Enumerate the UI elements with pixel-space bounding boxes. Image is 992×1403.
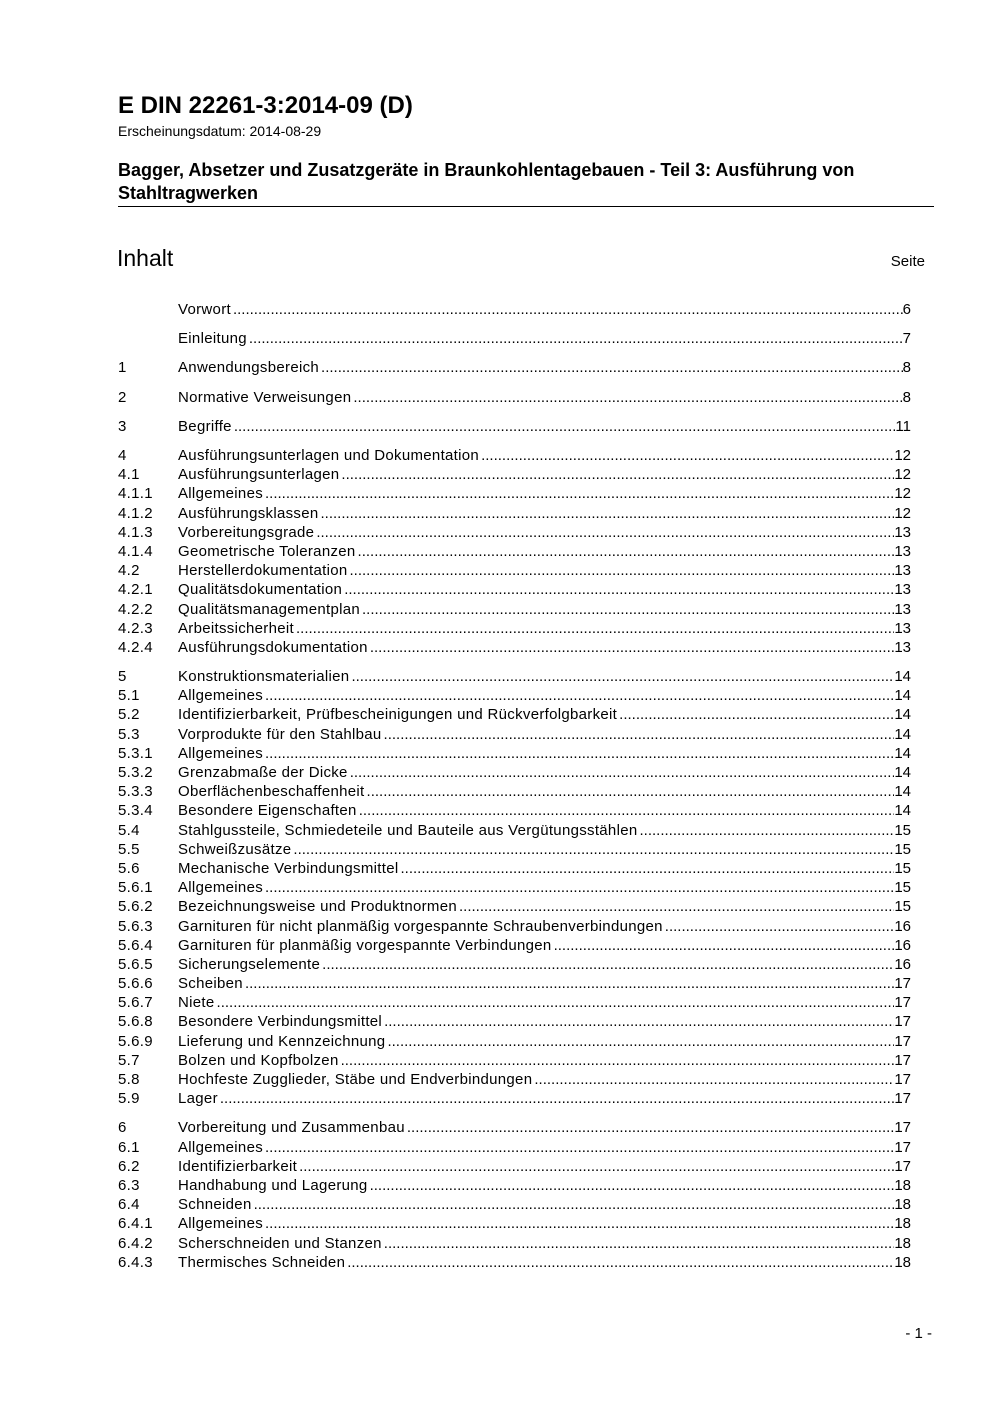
toc-entry-title: Vorbereitungsgrade [178, 523, 315, 541]
toc-entry-title: Garnituren für planmäßig vorgespannte Verbindungen [178, 936, 552, 954]
toc-entry[interactable] [118, 1012, 911, 1031]
toc-dot-leader [407, 1119, 894, 1136]
toc-dot-leader [534, 1071, 894, 1088]
toc-dot-leader [370, 1177, 895, 1194]
toc-entry[interactable] [118, 821, 911, 840]
toc-dot-leader [384, 726, 895, 743]
toc-entry-title: Grenzabmaße der Dicke [178, 764, 348, 782]
toc-dot-leader [254, 1196, 895, 1213]
toc-dot-leader [344, 581, 894, 598]
toc-dot-leader [665, 918, 895, 935]
toc-entry[interactable] [118, 1157, 911, 1176]
page-number: - 1 - [905, 1325, 932, 1342]
toc-entry[interactable] [118, 859, 911, 878]
toc-entry-page: 13 [894, 523, 911, 541]
toc-entry-title: Qualitätsmanagementplan [178, 600, 361, 618]
toc-entry-number: 5.3.3 [118, 783, 153, 801]
toc-dot-leader [265, 687, 894, 704]
toc-entry-title: Allgemeines [178, 744, 264, 762]
toc-entry-number: 1 [118, 359, 127, 377]
toc-entry-number: 5.1 [118, 687, 140, 705]
toc-entry[interactable] [118, 993, 911, 1012]
toc-dot-leader [384, 1235, 895, 1252]
toc-entry[interactable] [118, 358, 911, 377]
toc-entry[interactable] [118, 705, 911, 724]
toc-entry-title: Stahlgussteile, Schmiedeteile und Bauteile aus Vergütungsstählen [178, 821, 638, 839]
toc-entry-page: 14 [894, 706, 911, 724]
toc-entry-page: 17 [894, 1157, 911, 1175]
toc-dot-leader [401, 860, 895, 877]
toc-dot-leader [367, 783, 895, 800]
toc-dot-leader [481, 447, 894, 464]
publication-date: Erscheinungsdatum: 2014-08-29 [118, 123, 322, 139]
toc-entry-page: 14 [894, 744, 911, 762]
toc-entry-title: Hochfeste Zugglieder, Stäbe und Endverbindungen [178, 1071, 533, 1089]
toc-entry-number: 4.2.1 [118, 581, 153, 599]
toc-entry[interactable] [118, 936, 911, 955]
toc-entry-page: 16 [894, 917, 911, 935]
toc-entry-number: 4.1 [118, 466, 140, 484]
toc-entry-number: 2 [118, 388, 127, 406]
toc-entry-page: 13 [894, 581, 911, 599]
toc-entry[interactable] [118, 446, 911, 465]
toc-entry-number: 5.6.7 [118, 994, 153, 1012]
toc-entry[interactable] [118, 686, 911, 705]
toc-entry-number: 4 [118, 447, 127, 465]
toc-entry-page: 17 [894, 1090, 911, 1108]
toc-entry[interactable] [118, 1138, 911, 1157]
title-divider [118, 206, 934, 207]
toc-entry-title: Handhabung und Lagerung [178, 1176, 368, 1194]
toc-entry-number: 5.6.5 [118, 955, 153, 973]
toc-entry[interactable] [118, 1233, 911, 1252]
toc-entry-page: 14 [894, 725, 911, 743]
toc-entry-title: Vorwort [178, 301, 231, 319]
toc-entry[interactable] [118, 599, 911, 618]
toc-dot-leader [619, 706, 894, 723]
toc-entry-page: 17 [894, 1013, 911, 1031]
toc-entry[interactable] [118, 561, 911, 580]
toc-dot-leader [321, 359, 903, 376]
toc-entry[interactable] [118, 580, 911, 599]
toc-entry-title: Allgemeines [178, 485, 264, 503]
toc-entry-title: Geometrische Toleranzen [178, 542, 356, 560]
toc-entry-page: 14 [894, 668, 911, 686]
toc-entry-page: 6 [902, 301, 911, 319]
toc-dot-leader [358, 543, 895, 560]
toc-entry-title: Vorprodukte für den Stahlbau [178, 725, 382, 743]
toc-entry-title: Besondere Verbindungsmittel [178, 1013, 383, 1031]
toc-entry-title: Normative Verweisungen [178, 388, 352, 406]
toc-dot-leader [234, 418, 896, 435]
toc-entry-number: 5.6.4 [118, 936, 153, 954]
toc-dot-leader [316, 524, 894, 541]
toc-entry[interactable] [118, 300, 911, 319]
toc-entry-title: Ausführungsunterlagen und Dokumentation [178, 447, 480, 465]
toc-dot-leader [347, 1254, 894, 1271]
toc-entry[interactable] [118, 1176, 911, 1195]
toc-entry-number: 4.1.3 [118, 523, 153, 541]
toc-entry-title: Bolzen und Kopfbolzen [178, 1051, 339, 1069]
toc-entry-page: 13 [894, 638, 911, 656]
toc-entry-page: 18 [894, 1234, 911, 1252]
toc-entry[interactable] [118, 725, 911, 744]
toc-dot-leader [384, 1013, 894, 1030]
toc-entry-number: 4.2.3 [118, 619, 153, 637]
toc-entry[interactable] [118, 329, 911, 348]
toc-entry[interactable] [118, 465, 911, 484]
toc-entry-title: Einleitung [178, 330, 247, 348]
toc-entry-number: 6.4.2 [118, 1234, 153, 1252]
page-column-label: Seite [890, 253, 925, 270]
toc-dot-leader [353, 389, 902, 406]
toc-entry-page: 13 [894, 600, 911, 618]
toc-entry[interactable] [118, 916, 911, 935]
toc-entry-page: 15 [894, 898, 911, 916]
toc-dot-leader [233, 301, 903, 318]
toc-entry-number: 5.6.6 [118, 975, 153, 993]
toc-entry-number: 4.1.1 [118, 485, 153, 503]
toc-entry-page: 17 [894, 1071, 911, 1089]
toc-entry-number: 5.3 [118, 725, 140, 743]
toc-entry-number: 5.6.9 [118, 1032, 153, 1050]
toc-entry-page: 17 [894, 994, 911, 1012]
toc-entry-number: 5.5 [118, 840, 140, 858]
toc-entry-page: 14 [894, 687, 911, 705]
toc-dot-leader [217, 994, 895, 1011]
toc-entry-title: Identifizierbarkeit, Prüfbescheinigungen und Rückverfolgbarkeit [178, 706, 618, 724]
toc-entry-page: 14 [894, 764, 911, 782]
toc-entry-title: Ausführungsdokumentation [178, 638, 368, 656]
toc-dot-leader [387, 1033, 894, 1050]
toc-entry[interactable] [118, 504, 911, 523]
toc-entry-page: 12 [894, 466, 911, 484]
toc-dot-leader [296, 620, 894, 637]
toc-entry-page: 17 [894, 1032, 911, 1050]
toc-entry-title: Ausführungsunterlagen [178, 466, 340, 484]
toc-entry-title: Thermisches Schneiden [178, 1253, 346, 1271]
toc-dot-leader [341, 1052, 895, 1069]
toc-entry-title: Anwendungsbereich [178, 359, 320, 377]
toc-entry-title: Identifizierbarkeit [178, 1157, 298, 1175]
toc-entry[interactable] [118, 1089, 911, 1108]
toc-entry-page: 18 [894, 1215, 911, 1233]
toc-entry-number: 5 [118, 668, 127, 686]
toc-entry[interactable] [118, 763, 911, 782]
toc-dot-leader [265, 745, 894, 762]
toc-entry-title: Arbeitssicherheit [178, 619, 294, 637]
toc-entry-number: 5.6.1 [118, 879, 153, 897]
toc-entry-number: 6.4.1 [118, 1215, 153, 1233]
toc-entry[interactable] [118, 667, 911, 686]
toc-dot-leader [370, 639, 894, 656]
toc-entry-page: 12 [894, 447, 911, 465]
toc-entry-page: 12 [894, 485, 911, 503]
toc-entry-page: 11 [895, 417, 911, 435]
toc-entry-number: 5.8 [118, 1071, 140, 1089]
toc-entry[interactable] [118, 619, 911, 638]
toc-entry[interactable] [118, 955, 911, 974]
toc-entry[interactable] [118, 523, 911, 542]
table-of-contents [118, 300, 911, 1272]
toc-entry-page: 16 [894, 955, 911, 973]
toc-entry-number: 6 [118, 1119, 127, 1137]
toc-entry-page: 14 [894, 783, 911, 801]
toc-entry[interactable] [118, 484, 911, 503]
toc-heading: Inhalt [117, 245, 174, 271]
toc-entry-title: Ausführungsklassen [178, 504, 319, 522]
toc-entry[interactable] [118, 744, 911, 763]
toc-dot-leader [265, 1215, 894, 1232]
toc-entry-page: 14 [894, 802, 911, 820]
toc-entry-page: 12 [894, 504, 911, 522]
toc-entry-page: 18 [894, 1176, 911, 1194]
toc-entry-title: Oberflächenbeschaffenheit [178, 783, 365, 801]
toc-entry-number: 6.2 [118, 1157, 140, 1175]
toc-dot-leader [341, 466, 894, 483]
toc-entry[interactable] [118, 1118, 911, 1137]
toc-entry-title: Besondere Eigenschaften [178, 802, 357, 820]
toc-entry-title: Lieferung und Kennzeichnung [178, 1032, 386, 1050]
toc-dot-leader [350, 764, 895, 781]
toc-entry[interactable] [118, 801, 911, 820]
toc-entry-number: 4.1.4 [118, 542, 153, 560]
toc-entry-page: 15 [894, 821, 911, 839]
toc-entry-number: 6.3 [118, 1176, 140, 1194]
toc-entry-number: 5.3.4 [118, 802, 153, 820]
toc-entry-page: 15 [894, 840, 911, 858]
toc-entry-page: 17 [894, 1051, 911, 1069]
toc-entry-number: 4.1.2 [118, 504, 153, 522]
toc-dot-leader [245, 975, 894, 992]
toc-entry-page: 17 [894, 975, 911, 993]
toc-dot-leader [640, 822, 895, 839]
toc-entry[interactable] [118, 1195, 911, 1214]
toc-entry-title: Garnituren für nicht planmäßig vorgespannte Schraubenverbindungen [178, 917, 663, 935]
toc-dot-leader [265, 485, 894, 502]
document-id: E DIN 22261-3:2014-09 (D) [118, 92, 413, 119]
toc-entry-title: Allgemeines [178, 879, 264, 897]
toc-entry-page: 7 [902, 330, 911, 348]
toc-entry-number: 4.2 [118, 562, 140, 580]
toc-dot-leader [265, 1139, 894, 1156]
toc-entry-title: Begriffe [178, 417, 232, 435]
toc-entry-title: Mechanische Verbindungsmittel [178, 859, 399, 877]
toc-entry[interactable] [118, 878, 911, 897]
toc-entry-title: Niete [178, 994, 215, 1012]
toc-entry-title: Lager [178, 1090, 218, 1108]
toc-entry-title: Schweißzusätze [178, 840, 292, 858]
toc-dot-leader [459, 898, 894, 915]
toc-entry-page: 18 [894, 1253, 911, 1271]
toc-dot-leader [220, 1090, 894, 1107]
toc-entry-title: Schneiden [178, 1196, 252, 1214]
toc-dot-leader [349, 562, 894, 579]
toc-dot-leader [554, 937, 895, 954]
toc-entry-title: Allgemeines [178, 687, 264, 705]
toc-dot-leader [351, 668, 894, 685]
toc-entry-page: 17 [894, 1138, 911, 1156]
toc-dot-leader [265, 879, 894, 896]
toc-entry-page: 16 [894, 936, 911, 954]
toc-entry-title: Scheiben [178, 975, 243, 993]
toc-entry[interactable] [118, 388, 911, 407]
toc-entry-page: 18 [894, 1196, 911, 1214]
toc-entry-page: 13 [894, 542, 911, 560]
toc-entry-page: 13 [894, 562, 911, 580]
toc-dot-leader [322, 956, 894, 973]
toc-entry-number: 5.9 [118, 1090, 140, 1108]
toc-entry[interactable] [118, 1051, 911, 1070]
toc-entry-number: 5.3.2 [118, 764, 153, 782]
toc-entry-number: 6.4.3 [118, 1253, 153, 1271]
toc-entry-number: 5.4 [118, 821, 140, 839]
toc-entry[interactable] [118, 782, 911, 801]
toc-entry-page: 15 [894, 859, 911, 877]
toc-entry-number: 6.1 [118, 1138, 140, 1156]
toc-entry[interactable] [118, 1070, 911, 1089]
toc-entry-page: 13 [894, 619, 911, 637]
toc-dot-leader [359, 802, 895, 819]
toc-dot-leader [320, 505, 894, 522]
toc-entry-title: Konstruktionsmaterialien [178, 668, 350, 686]
toc-entry[interactable] [118, 840, 911, 859]
toc-entry-number: 3 [118, 417, 127, 435]
toc-entry-number: 6.4 [118, 1196, 140, 1214]
toc-entry-number: 5.3.1 [118, 744, 153, 762]
toc-entry[interactable] [118, 542, 911, 561]
toc-entry-number: 5.2 [118, 706, 140, 724]
toc-entry-page: 15 [894, 879, 911, 897]
toc-dot-leader [362, 601, 894, 618]
toc-entry-title: Allgemeines [178, 1138, 264, 1156]
toc-entry[interactable] [118, 1253, 911, 1272]
toc-entry-title: Scherschneiden und Stanzen [178, 1234, 382, 1252]
toc-dot-leader [299, 1158, 894, 1175]
toc-entry-number: 5.6 [118, 859, 140, 877]
toc-entry-number: 5.6.2 [118, 898, 153, 916]
toc-entry[interactable] [118, 417, 911, 436]
toc-entry-page: 17 [894, 1119, 911, 1137]
toc-entry-title: Allgemeines [178, 1215, 264, 1233]
toc-entry[interactable] [118, 638, 911, 657]
toc-entry[interactable] [118, 1214, 911, 1233]
toc-entry-number: 4.2.2 [118, 600, 153, 618]
toc-entry-number: 5.6.3 [118, 917, 153, 935]
toc-entry-title: Vorbereitung und Zusammenbau [178, 1119, 405, 1137]
toc-entry-number: 4.2.4 [118, 638, 153, 656]
toc-entry-title: Herstellerdokumentation [178, 562, 348, 580]
toc-entry[interactable] [118, 974, 911, 993]
toc-dot-leader [293, 841, 894, 858]
toc-entry-title: Bezeichnungsweise und Produktnormen [178, 898, 457, 916]
toc-entry-number: 5.7 [118, 1051, 140, 1069]
toc-entry[interactable] [118, 1032, 911, 1051]
toc-entry[interactable] [118, 897, 911, 916]
toc-dot-leader [249, 330, 903, 347]
document-title: Bagger, Absetzer und Zusatzgeräte in Braunkohlentagebauen - Teil 3: Ausführung von Stahltragwerken [118, 160, 855, 203]
toc-entry-title: Sicherungselemente [178, 955, 321, 973]
toc-entry-page: 8 [902, 359, 911, 377]
toc-entry-number: 5.6.8 [118, 1013, 153, 1031]
toc-entry-title: Qualitätsdokumentation [178, 581, 343, 599]
toc-entry-page: 8 [902, 388, 911, 406]
